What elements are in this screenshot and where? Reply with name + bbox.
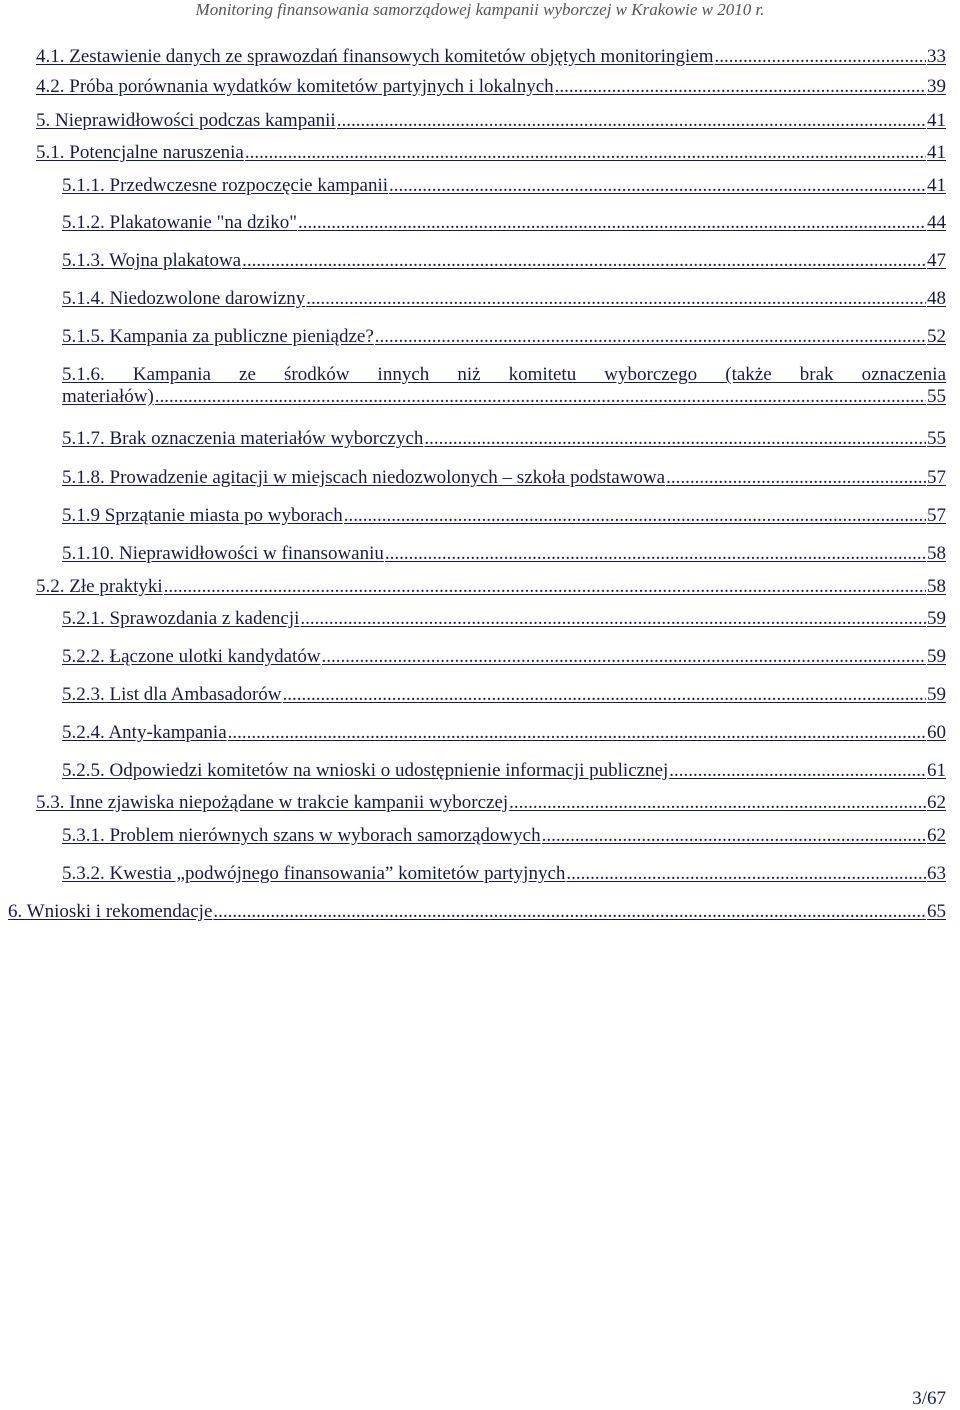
toc-entry-4-1[interactable]: 4.1. Zestawienie danych ze sprawozdań finansowych komitetów objętych monitoringiem ..... 33: [36, 46, 946, 68]
toc-entry-5-1-3[interactable]: 5.1.3. Wojna plakatowa ..... 47: [62, 250, 946, 272]
toc-entry-5-1-7[interactable]: 5.1.7. Brak oznaczenia materiałów wyborczych ..... 55: [62, 428, 946, 450]
toc-entry-5[interactable]: 5. Nieprawidłowości podczas kampanii ..... 41: [36, 110, 946, 132]
toc-entry-5-2-5[interactable]: 5.2.5. Odpowiedzi komitetów na wnioski o udostępnienie informacji publicznej ..... 61: [62, 760, 946, 782]
toc-entry-5-1-10[interactable]: 5.1.10. Nieprawidłowości w finansowaniu ..... 58: [62, 543, 946, 565]
toc-entry-6[interactable]: 6. Wnioski i rekomendacje ..... 65: [8, 901, 946, 923]
toc-entry-5-1-4[interactable]: 5.1.4. Niedozwolone darowizny ..... 48: [62, 288, 946, 310]
toc-entry-5-1-5[interactable]: 5.1.5. Kampania za publiczne pieniądze? ..... 52: [62, 326, 946, 348]
toc-entry-5-2-4[interactable]: 5.2.4. Anty-kampania ..... 60: [62, 722, 946, 744]
toc-entry-5-2-1[interactable]: 5.2.1. Sprawozdania z kadencji ..... 59: [62, 608, 946, 630]
toc-entry-5-3[interactable]: 5.3. Inne zjawiska niepożądane w trakcie kampanii wyborczej ..... 62: [36, 792, 946, 814]
toc-entry-5-1-9[interactable]: 5.1.9 Sprzątanie miasta po wyborach ..... 57: [62, 505, 946, 527]
toc-entry-5-1-2[interactable]: 5.1.2. Plakatowanie "na dziko" ..... 44: [62, 212, 946, 234]
running-header: Monitoring finansowania samorządowej kampanii wyborczej w Krakowie w 2010 r.: [195, 0, 765, 19]
toc-entry-5-3-1[interactable]: 5.3.1. Problem nierównych szans w wyborach samorządowych ..... 62: [62, 825, 946, 847]
page-number: 3/67: [912, 1388, 946, 1409]
toc-entry-5-2-3[interactable]: 5.2.3. List dla Ambasadorów ..... 59: [62, 684, 946, 706]
toc-entry-4-2[interactable]: 4.2. Próba porównania wydatków komitetów partyjnych i lokalnych ..... 39: [36, 76, 946, 98]
toc-entry-5-2-2[interactable]: 5.2.2. Łączone ulotki kandydatów ..... 59: [62, 646, 946, 668]
toc-entry-5-1-8[interactable]: 5.1.8. Prowadzenie agitacji w miejscach niedozwolonych – szkoła podstawowa ..... 57: [62, 467, 946, 489]
toc-entry-5-3-2[interactable]: 5.3.2. Kwestia „podwójnego finansowania” komitetów partyjnych ..... 63: [62, 863, 946, 885]
toc-entry-5-1-1[interactable]: 5.1.1. Przedwczesne rozpoczęcie kampanii ..... 41: [62, 175, 946, 197]
toc-entry-5-1[interactable]: 5.1. Potencjalne naruszenia ..... 41: [36, 142, 946, 164]
toc-entry-5-2[interactable]: 5.2. Złe praktyki ..... 58: [36, 576, 946, 598]
toc-entry-5-1-6[interactable]: 5.1.6. Kampania ze środków innych niż komitetu wyborczego (także brak oznaczenia materiałów) ..... 55: [62, 364, 946, 408]
